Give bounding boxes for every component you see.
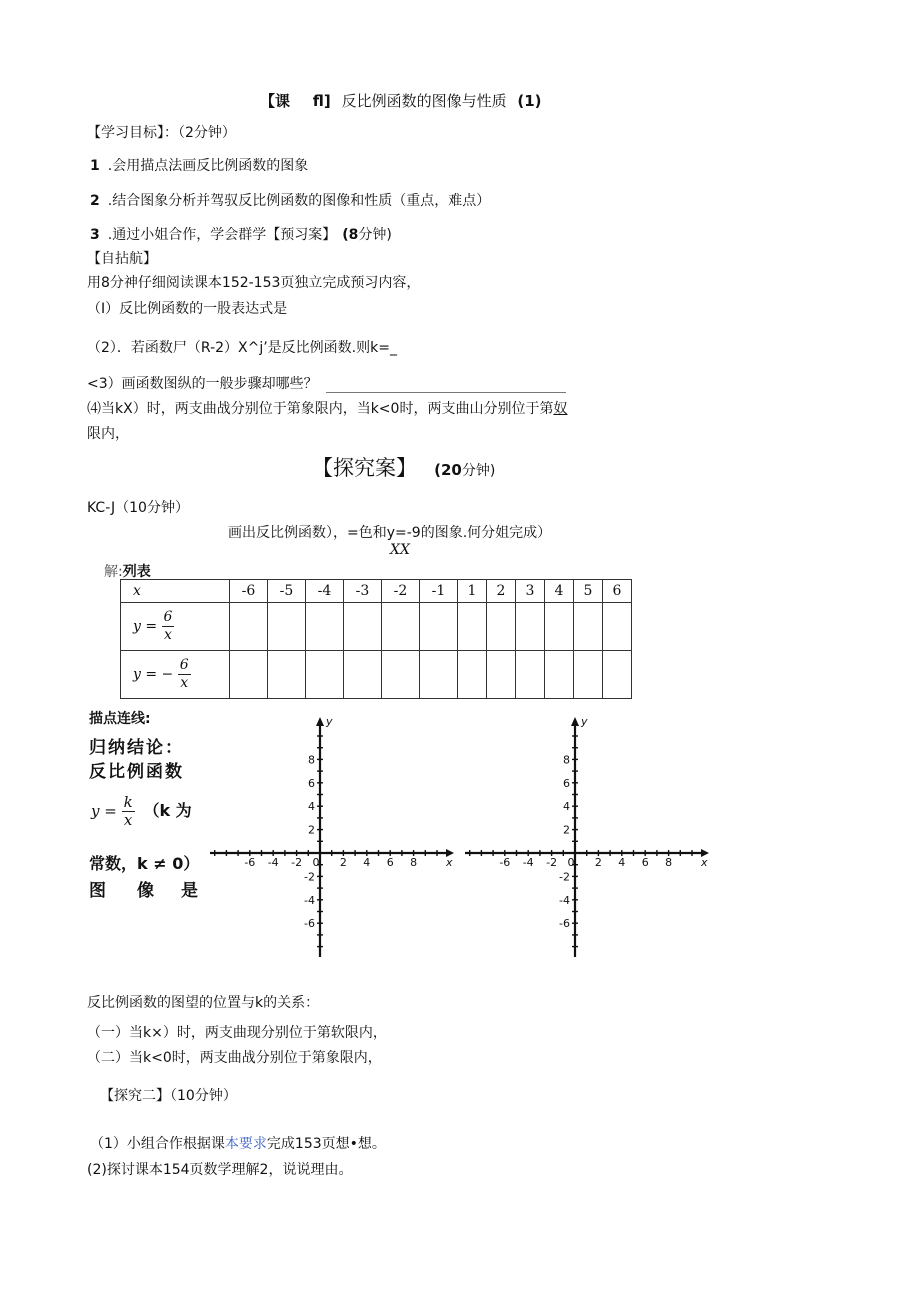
coordinate-plane-2[interactable]	[465, 712, 715, 962]
table-cell[interactable]	[306, 651, 344, 699]
x-tick-label: 4	[363, 856, 371, 869]
x-value: -5	[268, 580, 306, 603]
preview-intro: 用8分神仔细阅读课本152-153页独立完成预习内容，	[87, 275, 421, 291]
table-cell[interactable]	[603, 603, 632, 651]
preview-q3: <3）画函数图纵的一般步骤却哪些？	[87, 373, 566, 393]
conclusion-line2: 反比例函数	[89, 762, 184, 782]
y-tick-label: -2	[559, 870, 570, 884]
y-tick-label: 8	[308, 753, 315, 767]
table-cell[interactable]	[545, 651, 574, 699]
table-cell[interactable]	[268, 651, 306, 699]
table-cell[interactable]	[487, 603, 516, 651]
value-table	[120, 579, 632, 699]
y-axis-label: y	[326, 715, 333, 728]
x-value: 1	[458, 580, 487, 603]
table-cell[interactable]	[420, 651, 458, 699]
explore-part1: KC-J（10分钟）	[87, 500, 189, 516]
preview-label: 【自拈航】	[87, 251, 157, 267]
table-cell[interactable]	[382, 603, 420, 651]
preview-q4-end: 限内，	[87, 426, 129, 442]
table-cell[interactable]	[603, 651, 632, 699]
table-cell[interactable]	[268, 603, 306, 651]
x-value: 4	[545, 580, 574, 603]
x-axis-label: x	[446, 856, 453, 869]
table-cell[interactable]	[344, 603, 382, 651]
table-cell[interactable]	[306, 603, 344, 651]
y-tick-label: 8	[563, 753, 570, 767]
header-part: (1)	[517, 92, 542, 110]
table-cell[interactable]	[344, 651, 382, 699]
table-cell[interactable]	[230, 651, 268, 699]
table-cell[interactable]	[574, 651, 603, 699]
x-tick-label: 2	[594, 856, 602, 869]
preview-q2: （2）．若函数尸（R-2）X^j’是反比例函数.则k=_	[87, 340, 397, 356]
y-tick-label: 2	[563, 823, 570, 837]
y-tick-label: -4	[559, 893, 570, 907]
y-axis-label: y	[581, 715, 588, 728]
explore2-q1: （1）小组合作根据课本要求完成153页想•想。	[90, 1136, 386, 1152]
table-cell[interactable]	[420, 603, 458, 651]
x-tick-label: 8	[665, 856, 673, 869]
x-value: -3	[344, 580, 382, 603]
table-cell[interactable]	[545, 603, 574, 651]
relation-item-1: （一）当k×）时，两支曲现分别位于第软限内，	[87, 1025, 387, 1041]
x-value: -2	[382, 580, 420, 603]
x-tick-label: 6	[641, 856, 649, 869]
y-axis-arrow	[571, 717, 579, 726]
y-tick-label: -6	[304, 917, 315, 931]
x-value: 6	[603, 580, 632, 603]
explore-xx: XX	[390, 542, 410, 558]
x-value: -4	[306, 580, 344, 603]
page-title: 反比例函数的图像与性质	[341, 92, 507, 110]
table-cell[interactable]	[574, 603, 603, 651]
table-cell[interactable]	[458, 603, 487, 651]
header-bracket-mid: fl]	[312, 92, 331, 110]
x-tick-label: 6	[386, 856, 394, 869]
x-value: 5	[574, 580, 603, 603]
x-tick-label: 2	[339, 856, 347, 869]
y-axis-arrow	[316, 717, 324, 726]
conclusion-line4: 常数，k ≠ 0）	[89, 854, 200, 873]
x-header: x	[121, 580, 230, 603]
plot-label: 描点连线:	[89, 711, 151, 727]
y-tick-label: 4	[563, 800, 570, 814]
table-cell[interactable]	[487, 651, 516, 699]
x-value: -6	[230, 580, 268, 603]
conclusion-line1: 归纳结论：	[89, 738, 184, 758]
header-bracket-left: 【课	[260, 92, 291, 110]
x-value: 2	[487, 580, 516, 603]
x-tick-label: 0	[312, 856, 320, 869]
x-tick-label: -6	[499, 856, 511, 869]
x-tick-label: 4	[618, 856, 626, 869]
y-tick-label: -6	[559, 917, 570, 931]
preview-q1: （I）反比例函数的一股表达式是	[87, 301, 288, 317]
x-axis-label: x	[701, 856, 708, 869]
y-tick-label: -2	[304, 870, 315, 884]
x-value: -1	[420, 580, 458, 603]
goal-item-3: 3 .通过小姐合作，学会群学【预习案】 (8分钟)	[90, 227, 392, 243]
answer-blank	[326, 380, 566, 393]
goal-item-1: 1 .会用描点法画反比例函数的图象	[90, 158, 309, 174]
x-tick-label: -4	[267, 856, 279, 869]
explore-title: 【探究案】	[312, 456, 417, 480]
row1-formula: y = $\frac{6}{x}$	[121, 603, 230, 651]
table-row	[121, 651, 632, 699]
explore-instruction: 画出反比例函数），=色和y=-9的图象.何分姐完成）	[228, 525, 552, 541]
row2-formula: y = − $\frac{6}{x}$	[121, 651, 230, 699]
table-cell[interactable]	[230, 603, 268, 651]
x-tick-label: -6	[244, 856, 256, 869]
conclusion-formula: y = $\frac{k}{x}$ （k 为	[91, 793, 192, 829]
relation-title: 反比例函数的图望的位置与k的关系：	[87, 995, 320, 1011]
conclusion-line5: 图 像 是	[89, 881, 198, 901]
x-value: 3	[516, 580, 545, 603]
table-row	[121, 580, 632, 603]
explore-title-row: 【探究案】 (20分钟)	[312, 456, 496, 480]
y-tick-label: 4	[308, 800, 315, 814]
preview-q4: ⑷当kX）时，两支曲战分别位于第象限内，当k<0时，两支曲山分别位于第奴	[87, 401, 568, 417]
table-cell[interactable]	[516, 603, 545, 651]
coordinate-plane-1[interactable]	[210, 712, 460, 962]
explore2-q2: (2)探讨课本154页数学理解2，说说理由。	[87, 1162, 353, 1178]
goal-item-2: 2 .结合图象分析并驾驭反比例函数的图像和性质（重点，难点）	[90, 193, 491, 209]
table-row	[121, 603, 632, 651]
y-tick-label: 6	[308, 776, 315, 790]
table-cell[interactable]	[458, 651, 487, 699]
x-tick-label: -2	[291, 856, 303, 869]
y-tick-label: 6	[563, 776, 570, 790]
relation-item-2: （二）当k<0时，两支曲战分别位于第象限内，	[87, 1050, 382, 1066]
y-tick-label: 2	[308, 823, 315, 837]
goals-label: 【学习目标】：（2分钟）	[87, 125, 236, 141]
x-tick-label: 8	[410, 856, 418, 869]
x-tick-label: -4	[522, 856, 534, 869]
x-tick-label: -2	[546, 856, 558, 869]
lesson-header	[260, 90, 542, 111]
table-cell[interactable]	[382, 651, 420, 699]
solve-label: 解:列表	[104, 564, 151, 580]
x-tick-label: 0	[567, 856, 575, 869]
table-cell[interactable]	[516, 651, 545, 699]
explore2-title: 【探究二】（10分钟）	[100, 1088, 237, 1104]
y-tick-label: -4	[304, 893, 315, 907]
